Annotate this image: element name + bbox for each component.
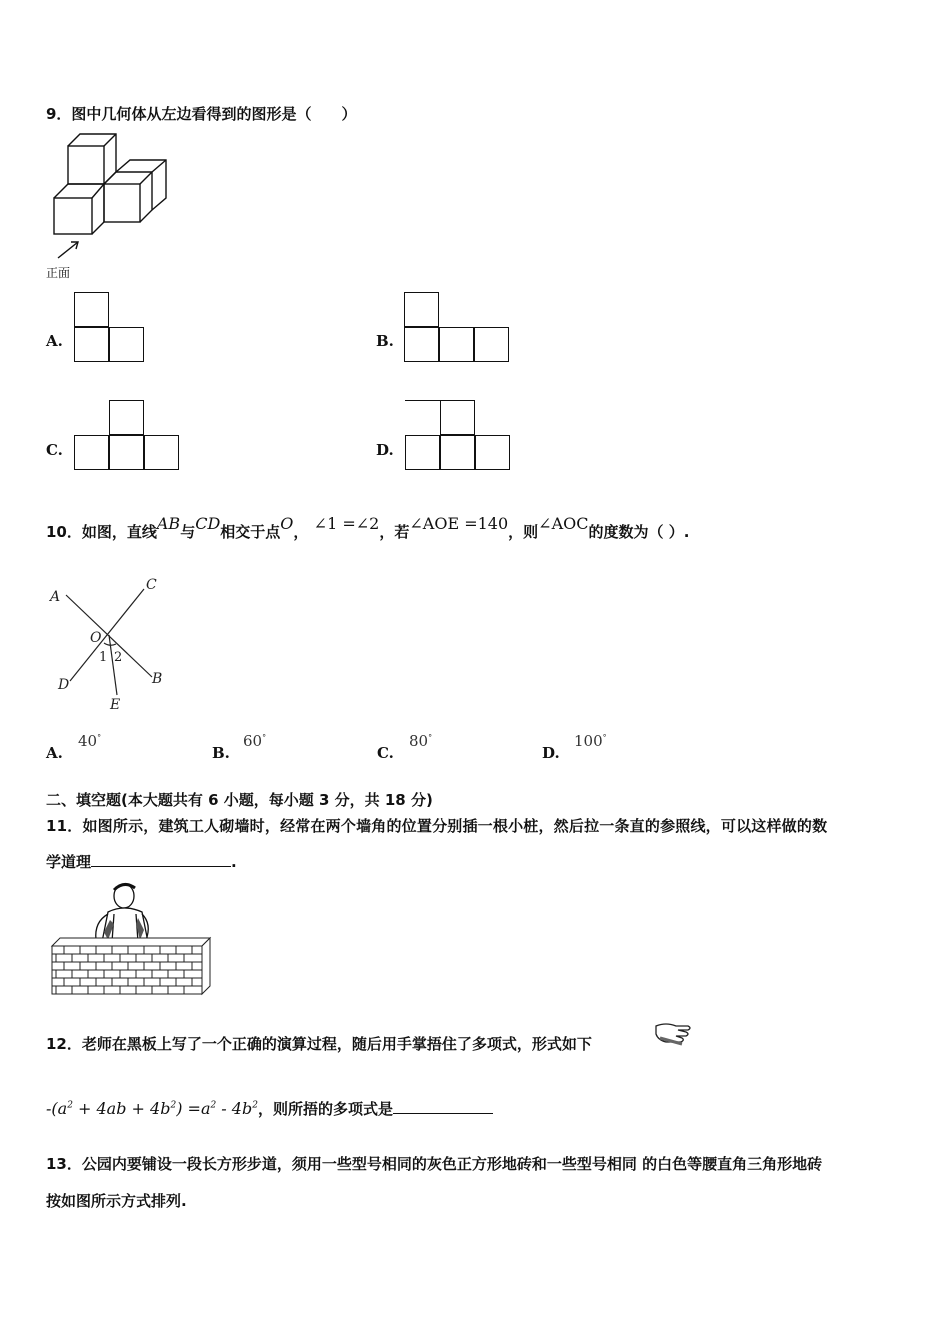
q9-option-b-figure[interactable] <box>404 292 512 364</box>
q9-option-d-figure[interactable] <box>405 400 513 472</box>
math-aoe: ∠AOE =140 <box>409 514 509 533</box>
q9-option-a-figure[interactable] <box>74 292 149 364</box>
q9-option-a-label[interactable]: A. <box>46 332 63 350</box>
q9-cube-figure <box>40 130 180 280</box>
q10-option-a-label[interactable]: A. <box>46 744 63 762</box>
math-angle-eq: ∠1 =∠2 <box>313 514 380 533</box>
q13-line2: 按如图所示方式排列. <box>46 1192 187 1210</box>
q10-option-c-value[interactable]: 80° <box>409 732 433 750</box>
q10-lines-figure <box>44 575 174 715</box>
q12-answer-blank[interactable] <box>393 1099 493 1114</box>
q10-option-a-value[interactable]: 40° <box>78 732 102 750</box>
q10-option-d-label[interactable]: D. <box>542 744 560 762</box>
q13-line1: 13．公园内要铺设一段长方形步道，须用一些型号相同的灰色正方形地砖和一些型号相同 的白色等腰直角三角形地砖 <box>46 1155 823 1173</box>
angle-label-2: 2 <box>114 650 123 665</box>
q9-stem: 9．图中几何体从左边看得到的图形是（ ） <box>46 105 357 123</box>
q10-option-b-label[interactable]: B. <box>212 744 230 762</box>
hand-icon <box>652 1018 694 1048</box>
q10-option-b-value[interactable]: 60° <box>243 732 267 750</box>
q12-stem: 12．老师在黑板上写了一个正确的演算过程，随后用手掌捂住了多项式，形式如下 <box>46 1035 592 1053</box>
q11-line1: 11．如图所示，建筑工人砌墙时，经常在两个墙角的位置分别插一根小桩，然后拉一条直的参照线，可以这样做的数 <box>46 817 828 835</box>
section-heading: 二、填空题(本大题共有 6 小题，每小题 3 分，共 18 分) <box>46 791 433 809</box>
front-label: 正面 <box>46 266 71 280</box>
q9-option-c-figure[interactable] <box>74 400 182 472</box>
point-label-c: C <box>146 577 157 593</box>
point-label-b: B <box>152 671 163 687</box>
point-label-a: A <box>50 589 61 605</box>
q11-answer-blank[interactable] <box>91 852 231 867</box>
q11-line2: 学道理 . <box>46 853 237 871</box>
math-o: O <box>280 514 294 533</box>
q9-option-b-label[interactable]: B. <box>376 332 394 350</box>
q10-option-c-label[interactable]: C. <box>377 744 394 762</box>
bricklayer-figure <box>48 880 213 1000</box>
q12-equation-line: $-(a^2 + 4ab + 4b^2) =a^2 - 4b^2$，则所捂的多项式是 <box>46 1098 493 1119</box>
q9-option-d-label[interactable]: D. <box>376 441 394 459</box>
angle-label-1: 1 <box>99 650 108 665</box>
q10-option-d-value[interactable]: 100° <box>574 732 607 750</box>
math-ab: AB <box>156 514 181 533</box>
q12-equation: $-(a^2 + 4ab + 4b^2) =a^2 - 4b^2$ <box>46 1099 258 1118</box>
point-label-e: E <box>110 697 121 713</box>
q10-stem: 10．如图，直线AB与CD相交于点O， ∠1 =∠2，若∠AOE =140，则∠AOC的度数为（ ）. <box>46 514 690 541</box>
point-label-o: O <box>90 630 102 646</box>
q9-option-c-label[interactable]: C. <box>46 441 63 459</box>
math-aoc: ∠AOC <box>538 514 589 533</box>
point-label-d: D <box>58 677 70 693</box>
math-cd: CD <box>195 514 221 533</box>
